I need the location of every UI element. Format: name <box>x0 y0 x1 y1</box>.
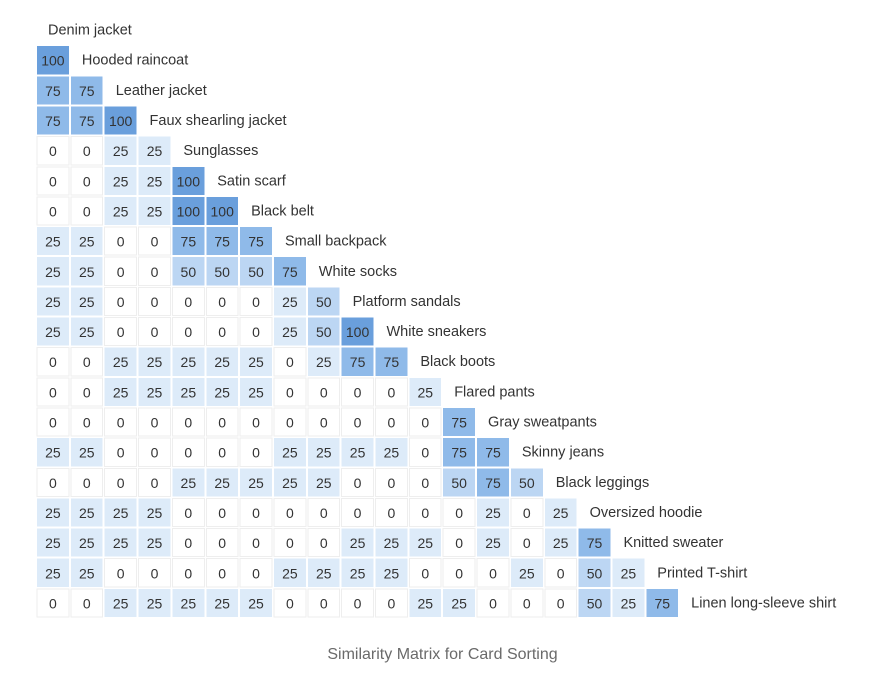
matrix-cell-value: 50 <box>519 474 535 491</box>
matrix-cell-value: 0 <box>353 384 362 401</box>
matrix-cell-value: 100 <box>176 173 201 190</box>
matrix-cell-value: 25 <box>620 595 637 612</box>
matrix-cell-value: 50 <box>315 324 332 341</box>
matrix-cell-value: 0 <box>82 173 91 190</box>
matrix-cell-value: 25 <box>417 535 434 552</box>
matrix-cell-value: 25 <box>45 263 61 280</box>
row-label: Denim jacket <box>48 22 132 39</box>
matrix-cell-value: 0 <box>556 595 565 612</box>
matrix-cell-value: 25 <box>214 384 230 401</box>
matrix-cell-value: 50 <box>451 474 467 491</box>
matrix-cell-value: 0 <box>421 565 430 582</box>
matrix-cell-value: 25 <box>282 474 298 491</box>
matrix-cell-value: 25 <box>315 474 332 491</box>
matrix-cell-value: 0 <box>353 504 362 521</box>
matrix-cell-value: 75 <box>654 595 671 612</box>
matrix-cell-value: 0 <box>489 565 497 582</box>
matrix-cell-value: 0 <box>150 444 159 461</box>
matrix-cell-value: 0 <box>285 535 294 552</box>
matrix-cell-value: 100 <box>108 113 133 130</box>
matrix-cell-value: 0 <box>387 595 396 612</box>
matrix-cell-value: 25 <box>214 354 230 371</box>
matrix-cell-value: 0 <box>116 565 125 582</box>
matrix-cell-value: 0 <box>387 384 396 401</box>
matrix-cell-value: 25 <box>146 595 163 612</box>
row-label: Leather jacket <box>115 82 207 99</box>
row-label: Printed T-shirt <box>657 565 748 582</box>
matrix-cell-value: 0 <box>522 504 531 521</box>
matrix-cell-value: 0 <box>252 293 260 310</box>
matrix-cell-value: 25 <box>552 535 569 552</box>
matrix-cell-value: 0 <box>82 474 91 491</box>
matrix-cell-value: 25 <box>451 595 467 612</box>
matrix-cell-value: 25 <box>78 293 95 310</box>
matrix-cell-value: 25 <box>315 354 332 371</box>
matrix-cell-value: 0 <box>489 595 497 612</box>
matrix-cell-value: 0 <box>218 324 227 341</box>
matrix-cell-value: 25 <box>78 263 95 280</box>
matrix-cell-value: 0 <box>184 565 193 582</box>
matrix-cell-value: 0 <box>319 595 328 612</box>
matrix-cell-value: 75 <box>45 82 61 99</box>
row-label: Oversized hoodie <box>589 504 703 521</box>
matrix-cell-value: 25 <box>180 595 197 612</box>
row-label: Satin scarf <box>217 173 286 190</box>
matrix-cell-value: 25 <box>214 595 230 612</box>
matrix-cell-value: 25 <box>45 504 61 521</box>
matrix-cell-value: 75 <box>349 354 366 371</box>
matrix-cell-value: 25 <box>620 565 637 582</box>
matrix-cell-value: 0 <box>82 143 91 160</box>
matrix-cell-value: 0 <box>353 595 362 612</box>
matrix-cell-value: 0 <box>116 293 125 310</box>
matrix-cell-value: 50 <box>586 595 603 612</box>
matrix-cell-value: 25 <box>315 565 332 582</box>
matrix-cell-value: 25 <box>180 354 197 371</box>
matrix-cell-value: 0 <box>252 535 260 552</box>
matrix-cell-value: 25 <box>45 293 61 310</box>
matrix-cell-value: 0 <box>421 474 430 491</box>
matrix-cell-value: 0 <box>184 324 193 341</box>
matrix-cell-value: 0 <box>218 414 227 431</box>
row-label: Gray sweatpants <box>488 414 597 431</box>
matrix-cell-value: 0 <box>455 565 464 582</box>
matrix-cell-value: 25 <box>112 504 129 521</box>
matrix-cell-value: 0 <box>252 324 260 341</box>
matrix-cell-value: 0 <box>49 203 57 220</box>
matrix-cell-value: 0 <box>252 504 260 521</box>
matrix-cell-value: 25 <box>112 173 129 190</box>
matrix-cell-value: 25 <box>248 595 264 612</box>
matrix-cell-value: 25 <box>417 595 434 612</box>
matrix-cell-value: 0 <box>82 414 91 431</box>
matrix-cell-value: 25 <box>282 444 298 461</box>
matrix-cell-value: 0 <box>116 414 125 431</box>
chart-caption: Similarity Matrix for Card Sorting <box>327 646 558 663</box>
matrix-cell-value: 0 <box>49 354 57 371</box>
matrix-cell-value: 25 <box>146 504 163 521</box>
matrix-cell-value: 0 <box>116 324 125 341</box>
matrix-cell-value: 25 <box>112 384 129 401</box>
matrix-cell-value: 25 <box>282 293 298 310</box>
matrix-cell-value: 25 <box>146 143 163 160</box>
matrix-cell-value: 0 <box>82 203 91 220</box>
matrix-cell-value: 25 <box>112 535 129 552</box>
matrix-cell-value: 75 <box>451 444 467 461</box>
matrix-cell-value: 0 <box>150 565 159 582</box>
matrix-cell-value: 25 <box>112 354 129 371</box>
matrix-cell-value: 0 <box>421 444 430 461</box>
matrix-cell-value: 0 <box>387 504 396 521</box>
matrix-cell-value: 25 <box>552 504 569 521</box>
matrix-cell-value: 50 <box>315 293 332 310</box>
matrix-cell-value: 50 <box>586 565 603 582</box>
matrix-cell-value: 0 <box>218 504 227 521</box>
matrix-cell-value: 0 <box>49 384 57 401</box>
matrix-cell-value: 75 <box>383 354 400 371</box>
matrix-cell-value: 0 <box>116 263 125 280</box>
matrix-cell-value: 75 <box>282 263 298 280</box>
matrix-cell-value: 0 <box>556 565 565 582</box>
matrix-cell-value: 0 <box>455 535 464 552</box>
matrix-cell-value: 0 <box>353 414 362 431</box>
matrix-cell-value: 25 <box>282 324 298 341</box>
matrix-cell-value: 100 <box>210 203 234 220</box>
matrix-cell-value: 0 <box>150 293 159 310</box>
matrix-cell-value: 50 <box>248 263 264 280</box>
matrix-cell-value: 0 <box>455 504 464 521</box>
matrix-cell-value: 0 <box>150 233 159 250</box>
matrix-cell-value: 0 <box>319 504 328 521</box>
matrix-cell-value: 0 <box>116 444 125 461</box>
matrix-cell-value: 0 <box>49 595 57 612</box>
matrix-cell-value: 25 <box>45 444 61 461</box>
matrix-cell-value: 0 <box>49 414 57 431</box>
matrix-cell-value: 0 <box>319 414 328 431</box>
row-label: Black belt <box>251 203 314 220</box>
matrix-cell-value: 25 <box>485 504 501 521</box>
matrix-cell-value: 0 <box>116 233 125 250</box>
matrix-cell-value: 0 <box>319 535 328 552</box>
matrix-cell-value: 25 <box>146 535 163 552</box>
row-label: Black boots <box>420 354 496 371</box>
matrix-cell-value: 75 <box>248 233 264 250</box>
row-label: White sneakers <box>386 324 487 341</box>
matrix-cell-value: 0 <box>252 414 260 431</box>
matrix-cell-value: 0 <box>184 414 193 431</box>
matrix-cell-value: 25 <box>248 474 264 491</box>
matrix-cell-value: 0 <box>150 324 159 341</box>
matrix-cell-value: 75 <box>485 474 501 491</box>
matrix-cell-value: 25 <box>349 535 366 552</box>
matrix-cell-value: 0 <box>218 444 227 461</box>
matrix-cell-value: 25 <box>248 354 264 371</box>
matrix-cell-value: 0 <box>150 263 159 280</box>
matrix-cell-value: 0 <box>218 293 227 310</box>
matrix-cell-value: 25 <box>349 444 366 461</box>
matrix-cell-value: 25 <box>45 324 61 341</box>
matrix-cell-value: 0 <box>184 504 193 521</box>
matrix-cell-value: 0 <box>285 504 294 521</box>
matrix-cell-value: 0 <box>285 354 294 371</box>
matrix-cell-value: 25 <box>45 565 61 582</box>
matrix-cell-value: 0 <box>184 444 193 461</box>
matrix-cell-value: 25 <box>519 565 535 582</box>
matrix-cell-value: 25 <box>146 384 163 401</box>
matrix-cell-value: 0 <box>252 444 260 461</box>
matrix-cell-value: 0 <box>421 414 430 431</box>
matrix-cell-value: 25 <box>146 203 163 220</box>
matrix-cell-value: 0 <box>252 565 260 582</box>
matrix-cell-value: 25 <box>78 504 95 521</box>
matrix-cell-value: 25 <box>180 384 197 401</box>
matrix-cell-value: 75 <box>180 233 197 250</box>
matrix-cell-value: 25 <box>214 474 230 491</box>
matrix-cell-value: 25 <box>112 143 129 160</box>
matrix-cell-value: 25 <box>45 535 61 552</box>
matrix-cell-value: 25 <box>112 595 129 612</box>
matrix-cell-value: 25 <box>78 233 95 250</box>
matrix-cell-value: 75 <box>45 113 61 130</box>
matrix-cell-value: 0 <box>49 143 57 160</box>
matrix-cell-value: 75 <box>485 444 501 461</box>
matrix-cell-value: 0 <box>218 535 227 552</box>
matrix-cell-value: 50 <box>214 263 230 280</box>
row-label: Faux shearling jacket <box>149 113 287 130</box>
matrix-cell-value: 75 <box>78 113 95 130</box>
matrix-cell-value: 75 <box>586 535 603 552</box>
matrix-cell-value: 75 <box>214 233 230 250</box>
row-label: Skinny jeans <box>521 444 605 461</box>
matrix-cell-value: 0 <box>49 474 57 491</box>
row-label: Platform sandals <box>352 293 461 310</box>
matrix-cell-value: 25 <box>78 444 95 461</box>
matrix-cell-value: 25 <box>146 173 163 190</box>
matrix-cell-value: 25 <box>78 535 95 552</box>
matrix-cell-value: 25 <box>315 444 332 461</box>
matrix-cell-value: 25 <box>349 565 366 582</box>
matrix-cell-value: 75 <box>451 414 467 431</box>
matrix-cell-value: 0 <box>319 384 328 401</box>
matrix-cell-value: 25 <box>112 203 129 220</box>
matrix-cell-value: 25 <box>248 384 264 401</box>
matrix-cell-value: 25 <box>383 444 400 461</box>
matrix-cell-value: 100 <box>176 203 201 220</box>
row-label: Small backpack <box>284 233 387 250</box>
matrix-cell-value: 0 <box>184 293 193 310</box>
matrix-cell-value: 0 <box>285 384 294 401</box>
matrix-cell-value: 50 <box>180 263 197 280</box>
row-label: Knitted sweater <box>623 535 724 552</box>
matrix-cell-value: 0 <box>522 535 531 552</box>
matrix-cell-value: 100 <box>345 324 370 341</box>
matrix-cell-value: 0 <box>82 595 91 612</box>
matrix-cell-value: 25 <box>485 535 501 552</box>
matrix-cell-value: 0 <box>387 474 396 491</box>
matrix-cell-value: 0 <box>421 504 430 521</box>
matrix-cell-value: 0 <box>82 384 91 401</box>
matrix-cell-value: 25 <box>45 233 61 250</box>
matrix-cell-value: 0 <box>82 354 91 371</box>
matrix-cell-value: 75 <box>78 82 95 99</box>
row-label: Linen long-sleeve shirt <box>691 595 837 612</box>
matrix-cell-value: 25 <box>78 324 95 341</box>
matrix-cell-value: 25 <box>417 384 434 401</box>
matrix-cell-value: 25 <box>146 354 163 371</box>
matrix-cell-value: 0 <box>387 414 396 431</box>
matrix-cell-value: 0 <box>49 173 57 190</box>
matrix-cell-value: 25 <box>282 565 298 582</box>
matrix-cell-value: 25 <box>180 474 197 491</box>
matrix-cell-value: 25 <box>78 565 95 582</box>
matrix-cell-value: 0 <box>285 595 294 612</box>
matrix-cell-value: 0 <box>522 595 531 612</box>
row-label: White socks <box>318 263 397 280</box>
matrix-cell-value: 0 <box>218 565 227 582</box>
row-label: Flared pants <box>454 384 535 401</box>
matrix-cell-value: 0 <box>150 474 159 491</box>
matrix-cell-value: 25 <box>383 565 400 582</box>
matrix-cell-value: 25 <box>383 535 400 552</box>
matrix-cell-value: 0 <box>184 535 193 552</box>
matrix-cell-value: 0 <box>285 414 294 431</box>
matrix-cell-value: 0 <box>353 474 362 491</box>
matrix-cell-value: 0 <box>150 414 159 431</box>
matrix-cell-value: 100 <box>41 52 65 69</box>
row-label: Sunglasses <box>183 143 259 160</box>
row-label: Hooded raincoat <box>81 52 189 69</box>
row-label: Black leggings <box>555 474 650 491</box>
matrix-cell-value: 0 <box>116 474 125 491</box>
